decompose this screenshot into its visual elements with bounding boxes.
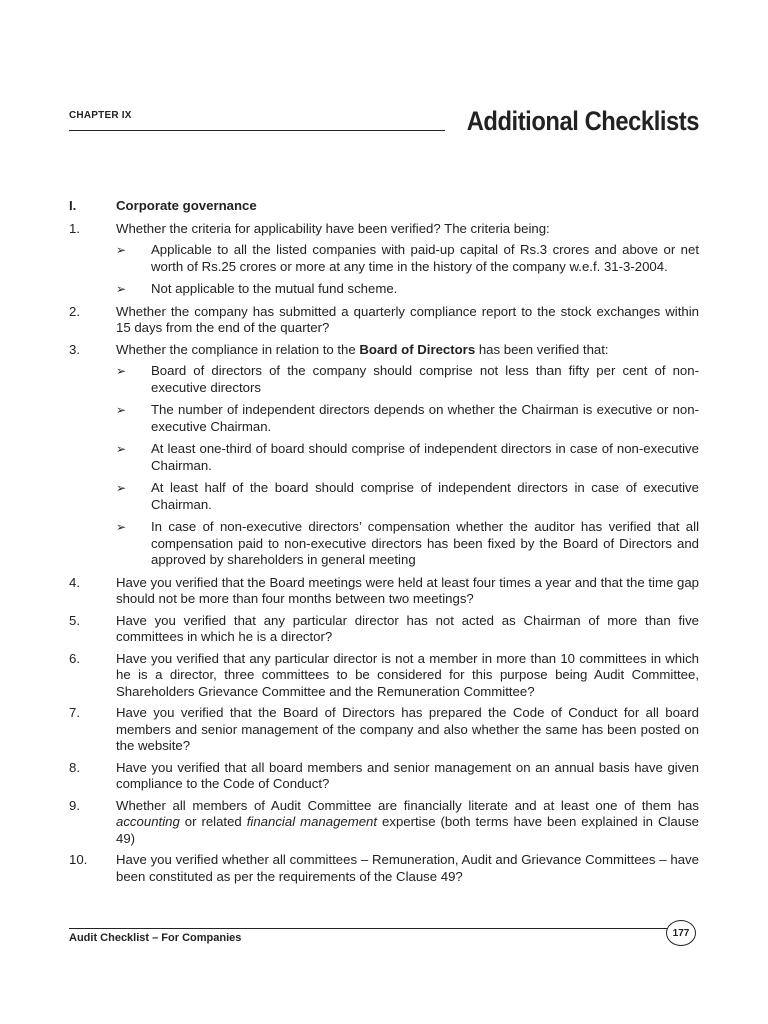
item-number: 2.	[69, 303, 80, 319]
checklist-item-8	[69, 760, 699, 793]
bullet-point	[116, 363, 699, 396]
section-title: Corporate governance	[116, 198, 257, 213]
section-heading	[69, 198, 699, 215]
page-number: 177	[666, 920, 696, 946]
item-text: Whether the company has submitted a quarterly compliance report to the stock exchanges within 15 days from the end of the quarter?	[116, 303, 699, 335]
bullet-text: In case of non-executive directors’ compensation whether the auditor has verified that all compensation paid to non-executive directors has been fixed by the Board of Directors and approved by shareholders in general meeting	[151, 519, 699, 567]
checklist-item-6	[69, 651, 699, 701]
arrow-bullet-icon: ➢	[116, 243, 127, 257]
item-text-part: Whether all members of Audit Committee are financially literate and at least one of them has	[116, 797, 699, 813]
item-text: Have you verified that all board members and senior management on an annual basis have given compliance to the Code of Conduct?	[116, 759, 699, 791]
arrow-bullet-icon: ➢	[116, 403, 127, 417]
arrow-bullet-icon: ➢	[116, 520, 127, 534]
item-text: Have you verified that the Board meetings were held at least four times a year and that the time gap should not be more than four months between two meetings?	[116, 574, 699, 606]
checklist-item-1	[69, 221, 699, 238]
item-number: 5.	[69, 612, 80, 628]
bullet-point	[116, 480, 699, 513]
accounting-emphasis: accounting	[116, 814, 180, 829]
page-title: Additional Checklists	[466, 106, 699, 136]
arrow-bullet-icon: ➢	[116, 364, 127, 378]
bullet-point	[116, 441, 699, 474]
bullet-text: The number of independent directors depends on whether the Chairman is executive or non-executive Chairman.	[151, 402, 699, 434]
item-text-part: or related	[179, 814, 247, 829]
item-number: 1.	[69, 220, 80, 236]
checklist-item-3	[69, 342, 699, 359]
bullet-text: At least one-third of board should comprise of independent directors in case of non-executive Chairman.	[151, 441, 699, 473]
bullet-text: Board of directors of the company should comprise not less than fifty per cent of non-executive directors	[151, 363, 699, 395]
item-number: 10.	[69, 852, 88, 867]
bullet-text: Not applicable to the mutual fund scheme.	[151, 281, 398, 296]
item-1-bullets	[116, 242, 699, 298]
item-text: Have you verified that any particular director is not a member in more than 10 committees in which he is a director, three committees to be considered for this purpose being Audit Committee, Shareholders Grievance Committee and the Remuneration Committee?	[116, 650, 699, 699]
item-text-part: Whether the compliance in relation to the	[116, 341, 360, 357]
item-text-part: expertise (both terms have been explained in Clause 49)	[116, 814, 699, 846]
bullet-point	[116, 281, 699, 298]
checklist-item-7	[69, 705, 699, 755]
item-text: Have you verified whether all committees – Remuneration, Audit and Grievance Committees – have been constituted as per the requirements of the Clause 49?	[116, 852, 699, 884]
item-text	[116, 798, 699, 848]
item-text-part: has been verified that:	[475, 341, 609, 357]
checklist-item-9	[69, 798, 699, 848]
item-number: 9.	[69, 797, 80, 813]
arrow-bullet-icon: ➢	[116, 442, 127, 456]
bullet-point	[116, 519, 699, 569]
item-number: 7.	[69, 705, 80, 720]
item-number: 3.	[69, 341, 80, 357]
item-text: Have you verified that any particular director has not acted as Chairman of more than five committees in which he is a director?	[116, 612, 699, 644]
item-text	[116, 342, 699, 359]
bullet-text: At least half of the board should comprise of independent directors in case of executive Chairman.	[151, 480, 699, 512]
checklist-item-10	[69, 852, 699, 885]
bullet-point	[116, 242, 699, 275]
item-number: 8.	[69, 759, 80, 775]
item-text: Whether the criteria for applicability have been verified? The criteria being:	[116, 220, 550, 236]
item-number: 4.	[69, 574, 80, 590]
item-number: 6.	[69, 650, 80, 666]
financial-management-emphasis: financial management	[246, 814, 378, 829]
item-text: Have you verified that the Board of Directors has prepared the Code of Conduct for all board members and senior management of the company and also whether the same has been posted on the website?	[116, 705, 699, 753]
footer-text: Audit Checklist – For Companies	[69, 932, 242, 944]
chapter-label: CHAPTER IX	[69, 110, 132, 121]
bullet-text: Applicable to all the listed companies with paid-up capital of Rs.3 crores and above or net worth of Rs.25 crores or more at any time in the history of the company w.e.f. 31-3-2004.	[151, 242, 699, 274]
checklist-item-5	[69, 613, 699, 646]
item-3-bullets	[116, 363, 699, 569]
footer-rule	[69, 928, 667, 929]
checklist-body	[69, 198, 699, 890]
arrow-bullet-icon: ➢	[116, 282, 127, 296]
board-of-directors-emphasis: Board of Directors	[359, 341, 476, 357]
section-number: I.	[69, 198, 77, 213]
bullet-point	[116, 402, 699, 435]
arrow-bullet-icon: ➢	[116, 481, 127, 495]
header-rule	[69, 130, 445, 131]
checklist-item-2	[69, 304, 699, 337]
checklist-item-4	[69, 575, 699, 608]
